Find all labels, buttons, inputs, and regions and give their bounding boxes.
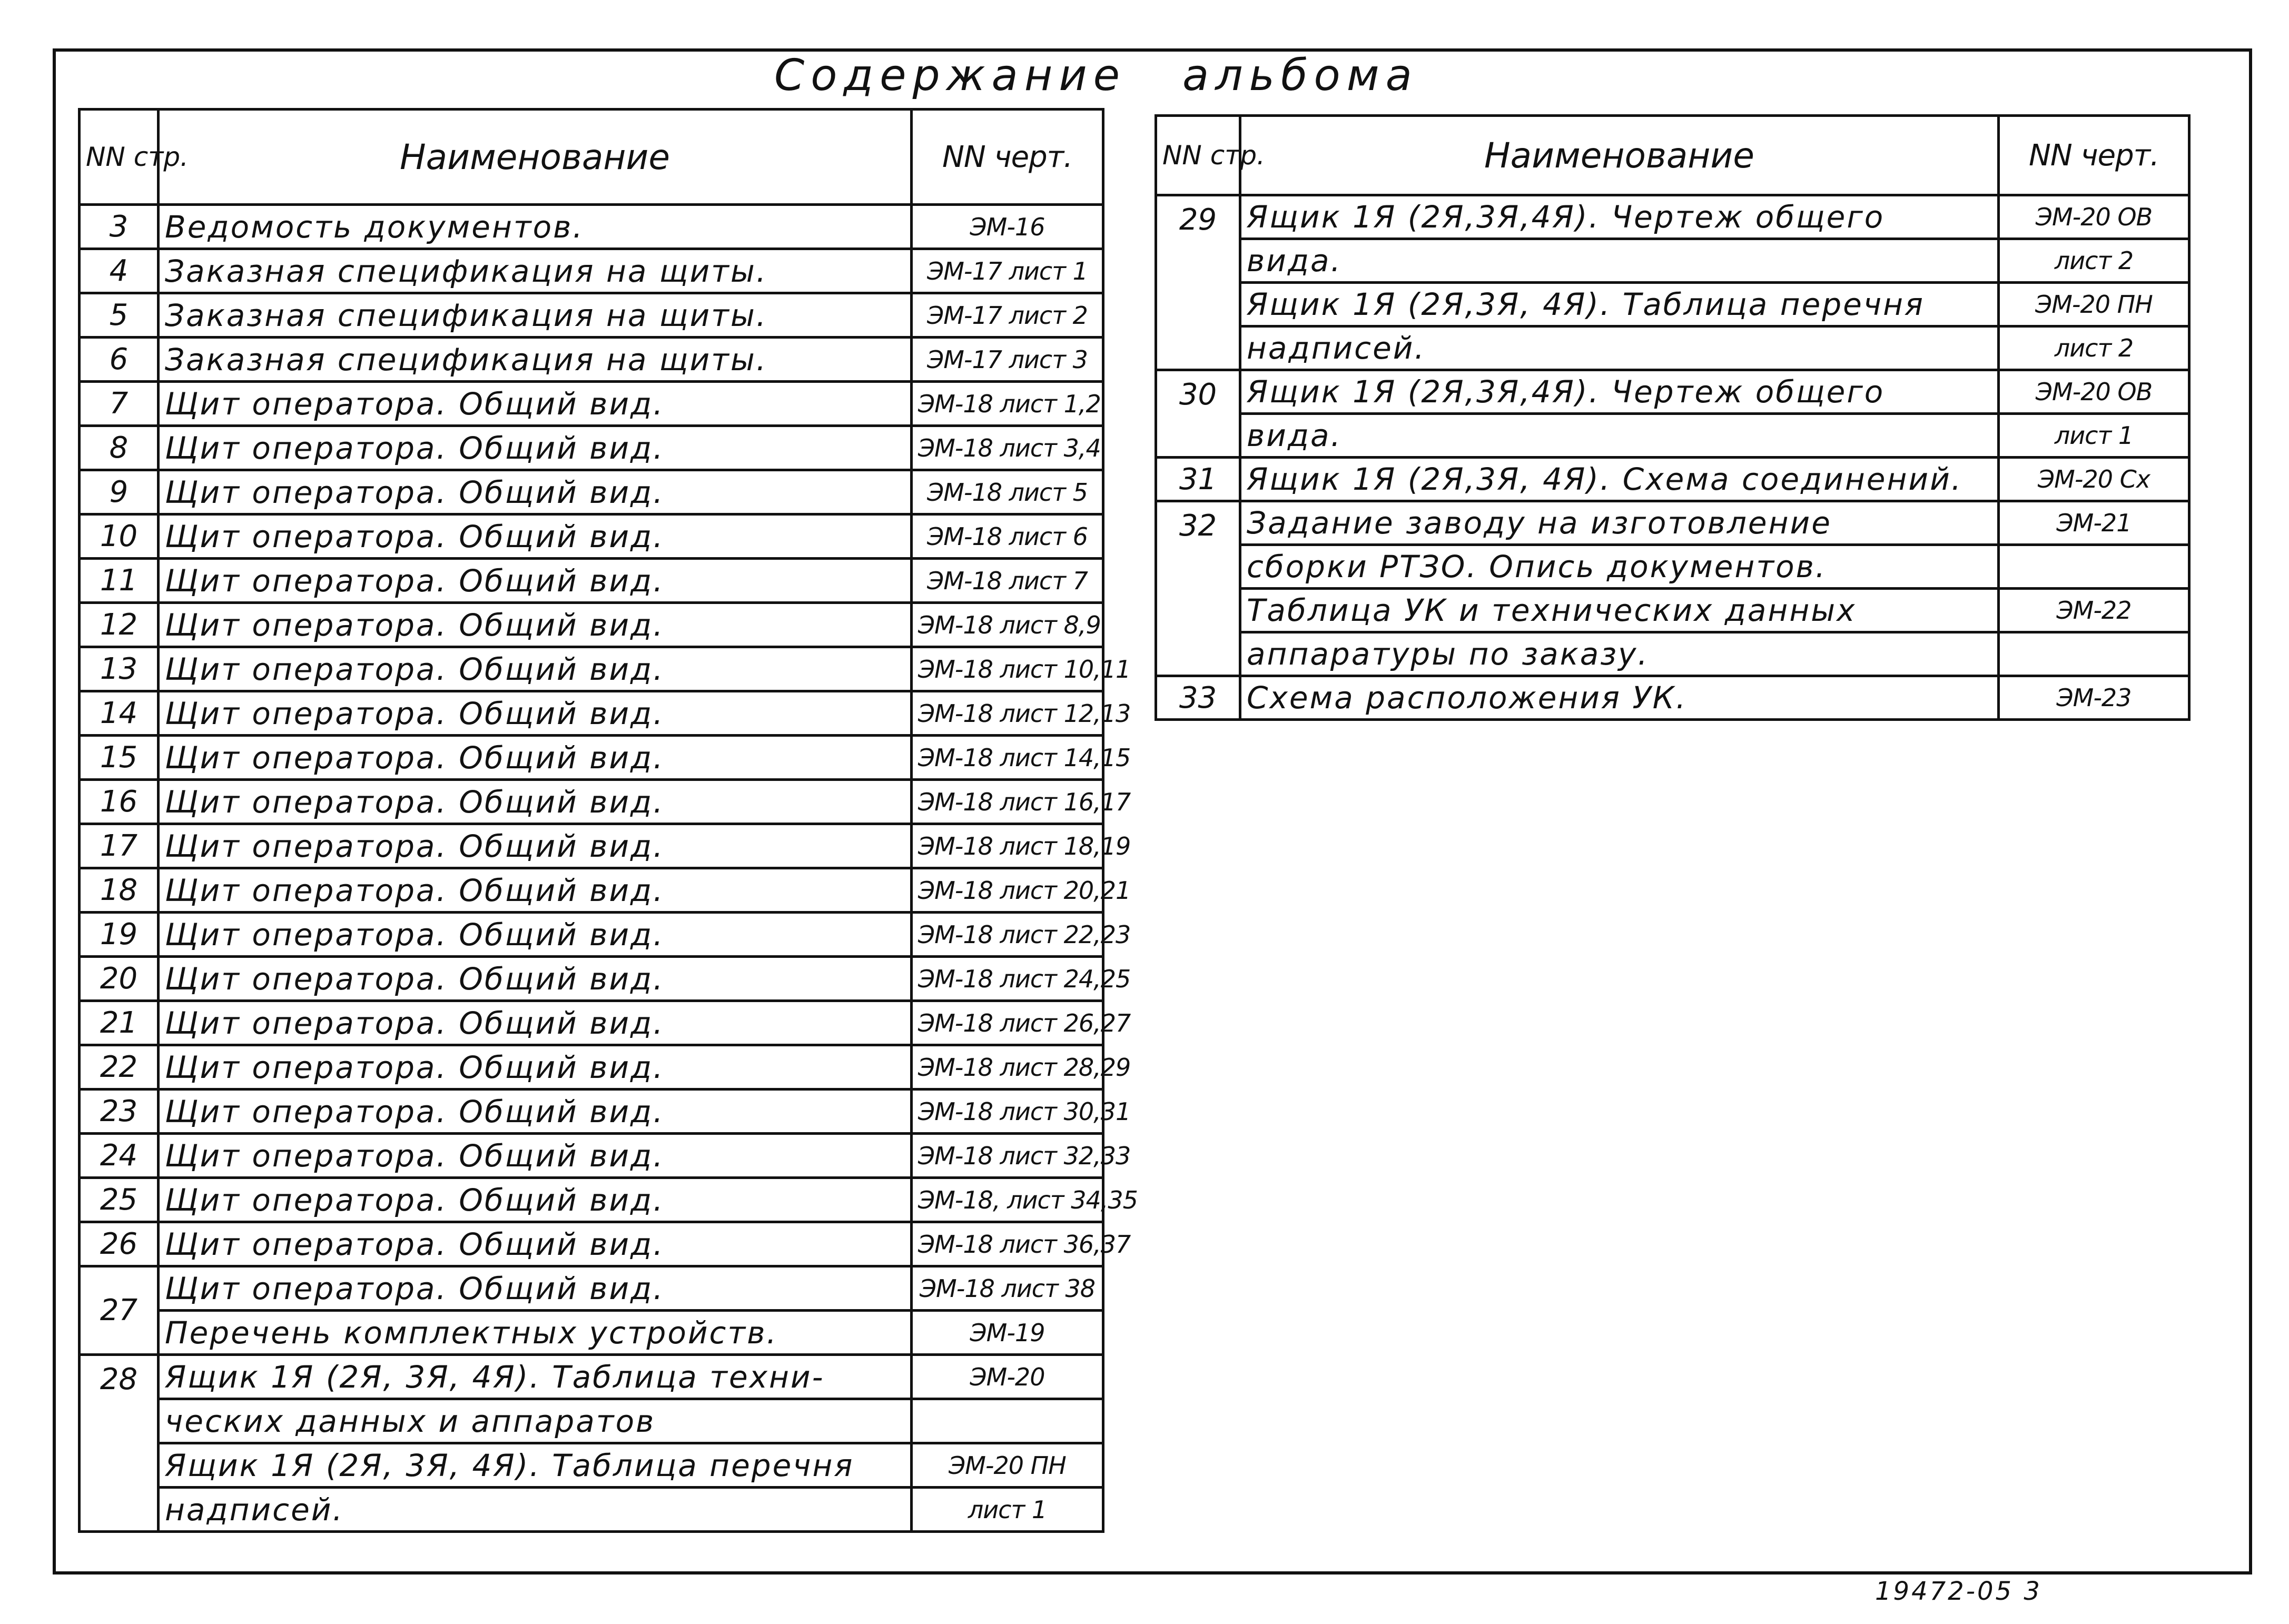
row-page-number: 5: [80, 293, 159, 338]
row-page-number: 20: [80, 957, 159, 1001]
row-name: Ящик 1Я (2Я,3Я, 4Я). Схема соединений.: [1240, 458, 1999, 501]
row-name: Щит оператора. Общий вид.: [159, 603, 912, 647]
table-row: [80, 205, 1103, 249]
row-page-number: 12: [80, 603, 159, 647]
table-row: [1156, 589, 2189, 632]
table-row: [1156, 370, 2189, 414]
table-row: [80, 559, 1103, 603]
table-row: [80, 824, 1103, 868]
table-row: [80, 249, 1103, 293]
row-name: Перечень комплектных устройств.: [159, 1311, 912, 1355]
table-row: [1156, 632, 2189, 676]
row-drawing-number: ЭМ-18 лист 36,37: [912, 1222, 1103, 1266]
table-row: [80, 1266, 1103, 1311]
table-row: [80, 603, 1103, 647]
table-row: [1156, 414, 2189, 458]
row-name: Щит оператора. Общий вид.: [159, 780, 912, 824]
row-page-number: 25: [80, 1178, 159, 1222]
row-name: Задание заводу на изготовление: [1240, 501, 1999, 545]
row-name: Щит оператора. Общий вид.: [159, 514, 912, 559]
row-name: Щит оператора. Общий вид.: [159, 559, 912, 603]
row-name: Заказная спецификация на щиты.: [159, 293, 912, 338]
row-name: Ящик 1Я (2Я,3Я, 4Я). Таблица перечня: [1240, 283, 1999, 326]
table-header-row: [1156, 116, 2189, 195]
row-page-number: 4: [80, 249, 159, 293]
table-row: [80, 691, 1103, 736]
table-row: [80, 1134, 1103, 1178]
row-page-number: 30: [1156, 370, 1240, 458]
row-name: Щит оператора. Общий вид.: [159, 382, 912, 426]
table-row: [80, 736, 1103, 780]
row-drawing-number: ЭМ-18 лист 16,17: [912, 780, 1103, 824]
row-drawing-number: ЭМ-18 лист 1,2: [912, 382, 1103, 426]
contents-table-left: [78, 108, 1138, 1533]
row-page-number: 7: [80, 382, 159, 426]
row-name: Ящик 1Я (2Я,3Я,4Я). Чертеж общего: [1240, 370, 1999, 414]
document-number: 19472-05 3: [1875, 1577, 2042, 1606]
row-drawing-number: ЭМ-17 лист 3: [912, 338, 1103, 382]
table-row: [80, 1178, 1103, 1222]
header-name: Наименование: [1240, 116, 1999, 195]
table-row: [80, 1488, 1103, 1532]
table-row: [80, 1222, 1103, 1266]
row-drawing-number-empty: [912, 1399, 1103, 1443]
table-row: [80, 868, 1103, 913]
row-page-number: 31: [1156, 458, 1240, 501]
table-row: [1156, 545, 2189, 589]
table-row: [80, 514, 1103, 559]
header-page-number: NN стр.: [80, 110, 159, 205]
row-drawing-number: ЭМ-20 Сх: [1999, 458, 2189, 501]
row-name: Ящик 1Я (2Я,3Я,4Я). Чертеж общего: [1240, 195, 1999, 239]
row-drawing-number: ЭМ-18 лист 6: [912, 514, 1103, 559]
row-name: Заказная спецификация на щиты.: [159, 249, 912, 293]
row-drawing-number: ЭМ-20 ПН: [1999, 283, 2189, 326]
row-name: Щит оператора. Общий вид.: [159, 691, 912, 736]
row-page-number: 10: [80, 514, 159, 559]
row-name: Ведомость документов.: [159, 205, 912, 249]
row-page-number: 8: [80, 426, 159, 470]
row-page-number: 18: [80, 868, 159, 913]
row-drawing-number: ЭМ-18 лист 30,31: [912, 1090, 1103, 1134]
row-name: Щит оператора. Общий вид.: [159, 1045, 912, 1090]
header-drawing-number: NN черт.: [912, 110, 1103, 205]
table-row: [1156, 326, 2189, 370]
row-drawing-number: ЭМ-18 лист 10,11: [912, 647, 1103, 691]
row-page-number: 27: [80, 1266, 159, 1355]
row-page-number: 15: [80, 736, 159, 780]
row-drawing-number: ЭМ-18 лист 22,23: [912, 913, 1103, 957]
header-drawing-number: NN черт.: [1999, 116, 2189, 195]
table-row: [80, 913, 1103, 957]
row-page-number: 19: [80, 913, 159, 957]
row-drawing-number: ЭМ-20 ОВ: [1999, 370, 2189, 414]
row-drawing-number: ЭМ-20 ПН: [912, 1443, 1103, 1488]
row-drawing-number: ЭМ-18 лист 7: [912, 559, 1103, 603]
table-row: [1156, 676, 2189, 720]
row-name: Щит оператора. Общий вид.: [159, 913, 912, 957]
row-drawing-number: ЭМ-18 лист 14,15: [912, 736, 1103, 780]
row-page-number: 11: [80, 559, 159, 603]
table-row: [80, 1443, 1103, 1488]
table-row: [80, 382, 1103, 426]
row-name: Схема расположения УК.: [1240, 676, 1999, 720]
row-drawing-number: ЭМ-18 лист 12,13: [912, 691, 1103, 736]
row-page-number: 21: [80, 1001, 159, 1045]
table-row: [80, 1355, 1103, 1399]
row-drawing-number: ЭМ-18 лист 20,21: [912, 868, 1103, 913]
row-drawing-number: ЭМ-18 лист 28,29: [912, 1045, 1103, 1090]
row-page-number: 17: [80, 824, 159, 868]
row-name: Щит оператора. Общий вид.: [159, 1090, 912, 1134]
row-name: сборки РТЗО. Опись документов.: [1240, 545, 1999, 589]
table-row: [1156, 239, 2189, 283]
row-name: надписей.: [1240, 326, 1999, 370]
row-page-number: 26: [80, 1222, 159, 1266]
table-row: [80, 426, 1103, 470]
table-row: [80, 470, 1103, 514]
title-part-1: Содержание: [774, 51, 1127, 101]
row-page-number: 23: [80, 1090, 159, 1134]
row-drawing-number: ЭМ-23: [1999, 676, 2189, 720]
row-name: Щит оператора. Общий вид.: [159, 1266, 912, 1311]
table-row: [80, 1090, 1103, 1134]
row-drawing-number: ЭМ-18 лист 5: [912, 470, 1103, 514]
table-row: [80, 1311, 1103, 1355]
row-drawing-number: ЭМ-20 ОВ: [1999, 195, 2189, 239]
row-name: Заказная спецификация на щиты.: [159, 338, 912, 382]
row-name: Ящик 1Я (2Я, 3Я, 4Я). Таблица перечня: [159, 1443, 912, 1488]
row-name: вида.: [1240, 239, 1999, 283]
row-name: Таблица УК и технических данных: [1240, 589, 1999, 632]
row-drawing-number: ЭМ-18 лист 8,9: [912, 603, 1103, 647]
table-row: [1156, 501, 2189, 545]
row-name: Щит оператора. Общий вид.: [159, 736, 912, 780]
row-drawing-number: лист 1: [912, 1488, 1103, 1532]
table-row: [80, 957, 1103, 1001]
row-drawing-number: ЭМ-18 лист 24,25: [912, 957, 1103, 1001]
row-name: Щит оператора. Общий вид.: [159, 868, 912, 913]
row-page-number: 13: [80, 647, 159, 691]
header-name: Наименование: [159, 110, 912, 205]
row-page-number: 3: [80, 205, 159, 249]
table-row: [80, 293, 1103, 338]
table-row: [1156, 283, 2189, 326]
title-part-2: альбома: [1182, 51, 1418, 101]
table-row: [80, 647, 1103, 691]
row-drawing-number: лист 2: [1999, 326, 2189, 370]
row-name: Щит оператора. Общий вид.: [159, 647, 912, 691]
row-name: Щит оператора. Общий вид.: [159, 1178, 912, 1222]
row-name: Щит оператора. Общий вид.: [159, 1134, 912, 1178]
row-drawing-number: ЭМ-17 лист 1: [912, 249, 1103, 293]
table-row: [80, 1399, 1103, 1443]
left-rows: [80, 205, 1138, 1266]
row-drawing-number: ЭМ-18 лист 18,19: [912, 824, 1103, 868]
row-drawing-number: ЭМ-18, лист 34,35: [912, 1178, 1103, 1222]
row-name: надписей.: [159, 1488, 912, 1532]
row-drawing-number: ЭМ-18 лист 38: [912, 1266, 1103, 1311]
table-row: [80, 1001, 1103, 1045]
header-page-number: NN стр.: [1156, 116, 1240, 195]
row-drawing-number: лист 2: [1999, 239, 2189, 283]
row-name: Щит оператора. Общий вид.: [159, 957, 912, 1001]
row-drawing-number-empty: [1999, 632, 2189, 676]
row-drawing-number: лист 1: [1999, 414, 2189, 458]
row-page-number: 33: [1156, 676, 1240, 720]
row-drawing-number: ЭМ-17 лист 2: [912, 293, 1103, 338]
contents-table-right: [1155, 114, 2191, 721]
row-page-number: 14: [80, 691, 159, 736]
row-drawing-number: ЭМ-20: [912, 1355, 1103, 1399]
row-page-number: 9: [80, 470, 159, 514]
row-name: Щит оператора. Общий вид.: [159, 470, 912, 514]
row-name: Ящик 1Я (2Я, 3Я, 4Я). Таблица техни-: [159, 1355, 912, 1399]
row-name: Щит оператора. Общий вид.: [159, 426, 912, 470]
row-drawing-number: ЭМ-18 лист 26,27: [912, 1001, 1103, 1045]
row-name: Щит оператора. Общий вид.: [159, 1001, 912, 1045]
row-page-number: 22: [80, 1045, 159, 1090]
table-row: [80, 780, 1103, 824]
table-row: [1156, 458, 2189, 501]
row-drawing-number: ЭМ-18 лист 3,4: [912, 426, 1103, 470]
table-row: [1156, 195, 2189, 239]
row-drawing-number: ЭМ-19: [912, 1311, 1103, 1355]
row-page-number: 29: [1156, 195, 1240, 370]
row-name: Щит оператора. Общий вид.: [159, 1222, 912, 1266]
table-row: [80, 1045, 1103, 1090]
row-drawing-number: ЭМ-18 лист 32,33: [912, 1134, 1103, 1178]
row-name: ческих данных и аппаратов: [159, 1399, 912, 1443]
row-page-number: 16: [80, 780, 159, 824]
row-name: аппаратуры по заказу.: [1240, 632, 1999, 676]
row-page-number: 6: [80, 338, 159, 382]
row-name: вида.: [1240, 414, 1999, 458]
row-page-number: 32: [1156, 501, 1240, 676]
row-drawing-number: ЭМ-16: [912, 205, 1103, 249]
row-page-number: 28: [80, 1355, 159, 1532]
table-row: [80, 338, 1103, 382]
row-page-number: 24: [80, 1134, 159, 1178]
row-drawing-number: ЭМ-22: [1999, 589, 2189, 632]
table-header-row: [80, 110, 1103, 205]
row-name: Щит оператора. Общий вид.: [159, 824, 912, 868]
row-drawing-number-empty: [1999, 545, 2189, 589]
row-drawing-number: ЭМ-21: [1999, 501, 2189, 545]
